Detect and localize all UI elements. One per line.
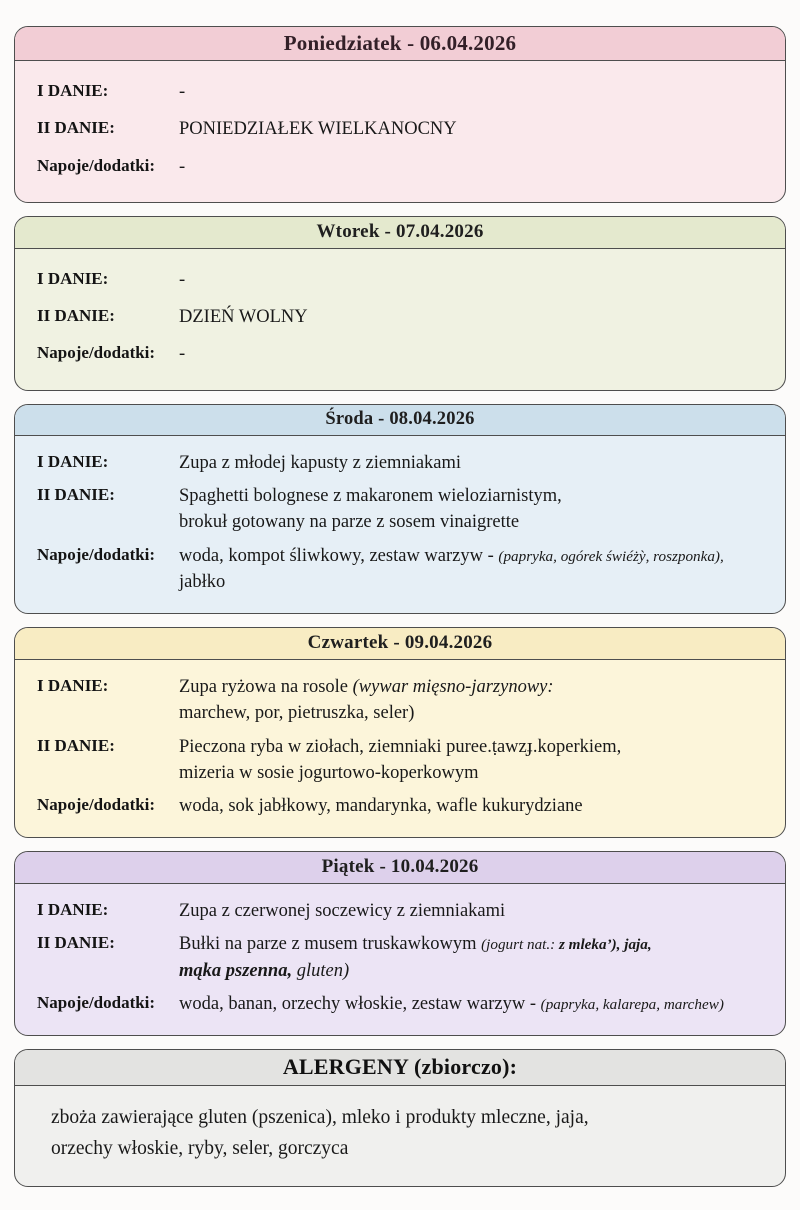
course-row xyxy=(37,991,767,1017)
text-segment: Pieczona ryba w ziołach, ziemniaki puree.ṭawzɟ.koperkiem, mizeria w sosie jogurtowo-koperkowym xyxy=(179,736,622,783)
text-segment: - xyxy=(179,82,186,103)
text-segment: (wywar mięsno-jarzynowy: xyxy=(352,677,554,698)
course-label: II DANIE: xyxy=(37,306,115,326)
menu-card-monday xyxy=(14,26,786,203)
course-label: II DANIE: xyxy=(37,933,115,953)
text-segment: woda, banan, orzechy włoskie, zestaw warzyw - xyxy=(179,993,541,1014)
card-title-friday: Piątek - 10.04.2026 xyxy=(321,856,479,878)
course-row xyxy=(37,674,767,727)
text-segment: z mleka’), jaja, xyxy=(559,936,652,954)
course-label: II DANIE: xyxy=(37,485,115,505)
course-value xyxy=(179,450,767,476)
text-segment: PONIEDZIAŁEK WIELKANOCNY xyxy=(179,119,457,140)
card-header-tuesday xyxy=(15,217,785,249)
text-segment: mąka pszenna, xyxy=(179,960,293,981)
text-segment: Zupa ryżowa na rosole xyxy=(179,677,353,698)
card-body-monday xyxy=(15,61,785,202)
course-value xyxy=(179,116,767,142)
course-value xyxy=(179,898,767,924)
card-header-allergens xyxy=(15,1050,785,1085)
text-segment: woda, sok jabłkowy, mandarynka, wafle kukurydziane xyxy=(179,796,583,817)
menu-card-wednesday xyxy=(14,404,786,615)
menu-card-friday xyxy=(14,851,786,1036)
card-header-thursday xyxy=(15,628,785,660)
course-value xyxy=(179,734,767,787)
course-row xyxy=(37,898,767,924)
course-value xyxy=(179,793,767,819)
card-header-wednesday xyxy=(15,405,785,436)
text-segment: Zupa z młodej kapusty z ziemniakami xyxy=(179,452,462,473)
course-row xyxy=(37,304,767,330)
course-row xyxy=(37,450,767,476)
text-segment: Bułki na parze z musem truskawkowym xyxy=(179,934,482,955)
menu-card-tuesday xyxy=(14,216,786,391)
menu-card-thursday xyxy=(14,627,786,838)
text-segment: Spaghetti bolognese z makaronem wieloziarnistym, brokuł gotowany na parze z sosem vinaigrette xyxy=(179,486,562,533)
course-label: Napoje/dodatki: xyxy=(37,992,156,1012)
card-body-wednesday xyxy=(15,436,785,613)
text-segment: - xyxy=(179,269,186,290)
course-value xyxy=(179,79,767,105)
card-title-thursday: Czwartek - 09.04.2026 xyxy=(307,632,493,654)
card-body-tuesday xyxy=(15,249,785,390)
course-label: I DANIE: xyxy=(37,81,109,101)
card-header-friday xyxy=(15,852,785,884)
course-row xyxy=(37,116,767,142)
card-body-friday xyxy=(15,884,785,1035)
course-row xyxy=(37,483,767,536)
card-title-allergens: ALERGENY (zbiorczo): xyxy=(282,1054,518,1080)
course-value xyxy=(179,304,767,330)
course-row xyxy=(37,734,767,787)
card-title-tuesday: Wtorek - 07.04.2026 xyxy=(316,220,484,242)
course-label: Napoje/dodatki: xyxy=(37,155,156,175)
course-value xyxy=(179,931,767,984)
course-label: II DANIE: xyxy=(37,735,115,755)
course-value xyxy=(179,267,767,293)
course-value xyxy=(37,1100,767,1168)
course-row xyxy=(37,341,767,367)
course-row xyxy=(37,267,767,293)
course-row xyxy=(37,79,767,105)
menu-cards xyxy=(14,26,786,1187)
course-row xyxy=(37,1100,767,1168)
text-segment: (papryka, kalarepa, marchew) xyxy=(540,995,724,1013)
text-segment: gluten) xyxy=(292,960,350,981)
course-label: I DANIE: xyxy=(37,451,109,471)
course-label: Napoje/dodatki: xyxy=(37,343,156,363)
course-value xyxy=(179,341,767,367)
text-segment: - xyxy=(179,344,186,365)
course-label: I DANIE: xyxy=(37,676,109,696)
card-title-monday: Poniedziatek - 06.04.2026 xyxy=(283,31,517,55)
course-label: I DANIE: xyxy=(37,268,109,288)
course-label: II DANIE: xyxy=(37,118,115,138)
text-segment: Zupa z czerwonej soczewicy z ziemniakami xyxy=(179,901,506,922)
course-row xyxy=(37,931,767,984)
card-body-allergens xyxy=(15,1086,785,1186)
text-segment: marchew, por, pietruszka, seler) xyxy=(179,703,415,724)
card-title-wednesday: Środa - 08.04.2026 xyxy=(325,408,475,429)
course-value xyxy=(179,991,767,1017)
text-segment: (jogurt nat.: xyxy=(481,936,559,954)
course-value xyxy=(179,483,767,536)
text-segment: zboża zawierające gluten (pszenica), mleko i produkty mleczne, jaja, orzechy włoskie, ryby, seler, gorczyca xyxy=(51,1106,589,1160)
course-value xyxy=(179,543,767,596)
text-segment: (papryka, ogórek świéżỳ, roszponka), xyxy=(498,547,724,565)
course-row xyxy=(37,543,767,596)
course-value xyxy=(179,674,767,727)
course-value xyxy=(179,154,767,180)
card-header-monday xyxy=(15,27,785,61)
text-segment: - xyxy=(179,156,186,177)
card-body-thursday xyxy=(15,660,785,837)
course-label: I DANIE: xyxy=(37,900,109,920)
text-segment: jabłko xyxy=(179,571,226,592)
course-label: Napoje/dodatki: xyxy=(37,544,156,564)
text-segment: DZIEŃ WOLNY xyxy=(179,307,308,328)
course-row xyxy=(37,793,767,819)
course-label: Napoje/dodatki: xyxy=(37,795,156,815)
menu-card-allergens xyxy=(14,1049,786,1186)
course-row xyxy=(37,154,767,180)
text-segment: woda, kompot śliwkowy, zestaw warzyw - xyxy=(179,545,499,566)
